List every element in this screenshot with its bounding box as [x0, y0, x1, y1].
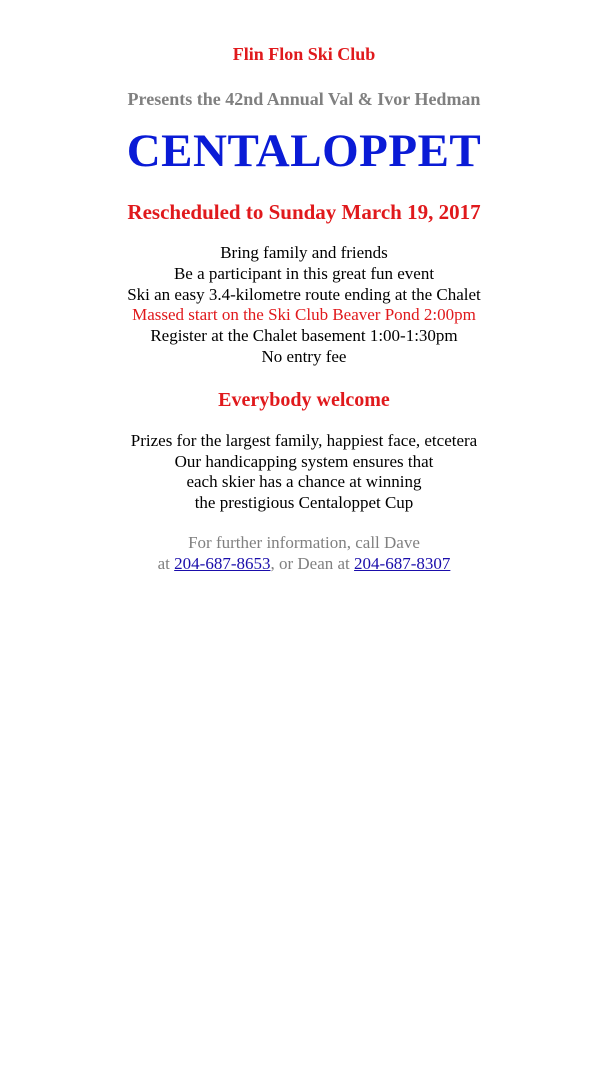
details-line-route: Ski an easy 3.4-kilometre route ending at the Chalet — [127, 284, 481, 304]
phone-link-dave[interactable]: 204-687-8653 — [174, 553, 271, 573]
prizes-line-4: the prestigious Centaloppet Cup — [194, 493, 414, 513]
details-line-participant: Be a participant in this great fun event — [173, 263, 435, 283]
contact-prefix: at — [157, 553, 175, 573]
details-line-fee: No entry fee — [261, 346, 347, 366]
welcome-heading: Everybody welcome — [218, 388, 390, 411]
contact-info — [0, 533, 608, 575]
contact-middle: , or Dean at — [270, 553, 355, 573]
details-line-family: Bring family and friends — [220, 243, 388, 262]
event-details — [0, 243, 608, 368]
prizes-line-3: each skier has a chance at winning — [186, 472, 422, 492]
details-line-register: Register at the Chalet basement 1:00-1:30pm — [150, 326, 458, 346]
contact-line-1: For further information, call Dave — [188, 532, 420, 552]
presents-line: Presents the 42nd Annual Val & Ivor Hedman — [127, 89, 481, 109]
club-name: Flin Flon Ski Club — [232, 44, 376, 64]
prizes-section — [0, 431, 608, 514]
contact-line-2 — [0, 554, 608, 575]
reschedule-notice: Rescheduled to Sunday March 19, 2017 — [127, 200, 481, 224]
details-line-start: Massed start on the Ski Club Beaver Pond 2:00pm — [132, 305, 476, 325]
prizes-line-1: Prizes for the largest family, happiest face, etcetera — [130, 430, 478, 450]
phone-link-dean[interactable]: 204-687-8307 — [354, 553, 451, 573]
event-title: CENTALOPPET — [126, 125, 482, 177]
prizes-line-2: Our handicapping system ensures that — [174, 451, 434, 471]
